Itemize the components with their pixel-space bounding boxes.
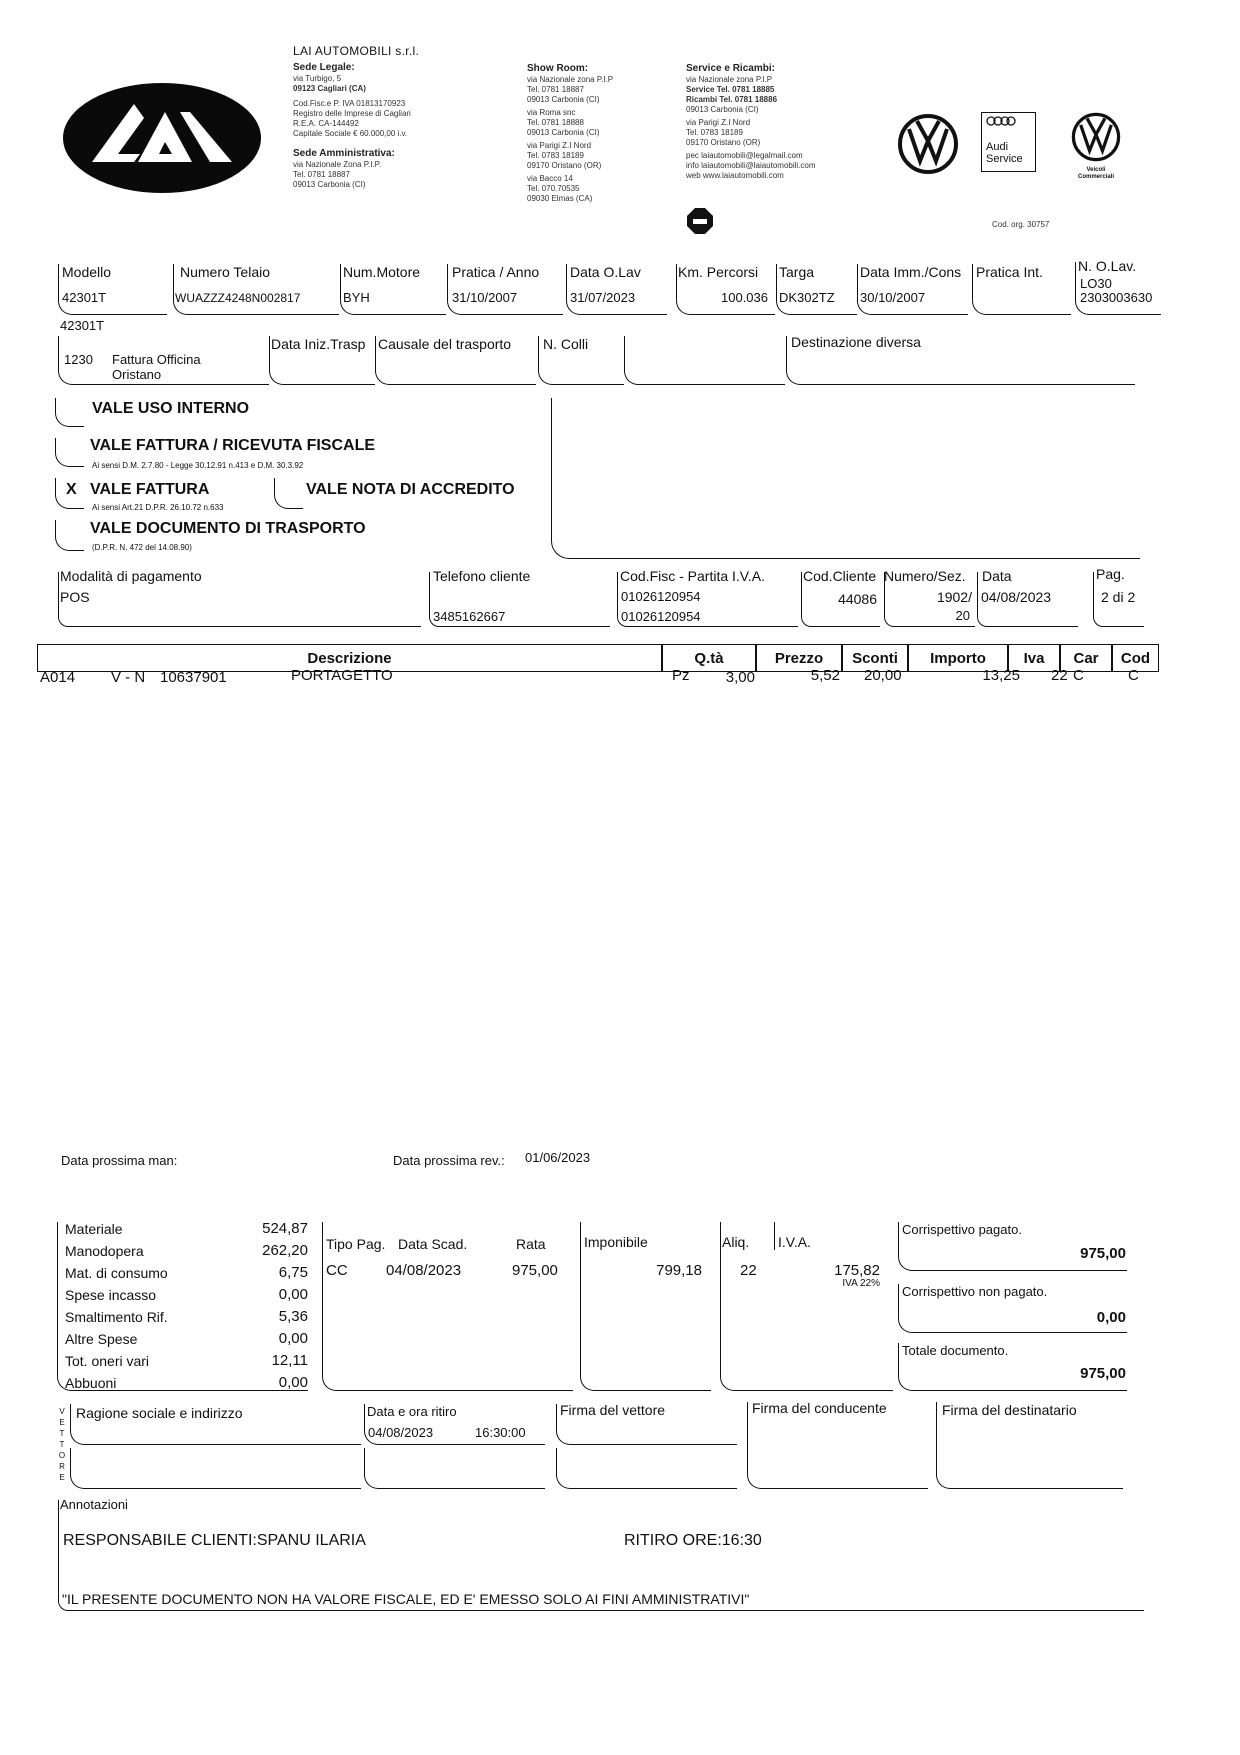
service-info [686,62,866,181]
ragione-box-2 [70,1448,361,1489]
row-um: Pz [672,667,690,684]
modello-label: Modello [62,264,112,280]
vettore-side-label [58,1406,66,1483]
company-info [293,44,473,190]
fattura-note: Ai sensi Art.21 D.P.R. 26.10.72 n.633 [92,503,224,512]
breakdown-value: 0,00 [278,1286,308,1303]
registry-line: Capitale Sociale € 60.000,00 i.v. [293,129,408,138]
showroom-line: via Nazionale zona P.I.P [527,75,614,84]
showroom-line: 09170 Oristano (OR) [527,161,602,170]
modello-repeat: 42301T [60,318,105,333]
registry-line: R.E.A. CA-144492 [293,119,359,128]
row-descrizione: PORTAGETTO [291,667,393,684]
causale-text: Fattura Officina [112,352,201,367]
codcliente-label: Cod.Cliente [803,568,877,584]
col-qta: Q.tà [662,644,756,672]
col-car: Car [1060,644,1112,672]
col-descrizione: Descrizione [37,644,662,672]
col-prezzo: Prezzo [756,644,842,672]
pagamento-value: POS [60,589,90,605]
documento-trasporto-label: VALE DOCUMENTO DI TRASPORTO [90,520,366,537]
side-letter: R [59,1462,65,1471]
data-imm-label: Data Imm./Cons [860,264,962,280]
n-olav-value2: 2303003630 [1080,290,1153,305]
showroom-line: via Bacco 14 [527,174,573,183]
next-rev-value: 01/06/2023 [525,1150,591,1165]
disclaimer-text: "IL PRESENTE DOCUMENTO NON HA VALORE FISCALE, ED E' EMESSO SOLO AI FINI AMMINISTRATIVI" [62,1591,750,1607]
non-pagato-label: Corrispettivo non pagato. [902,1284,1048,1299]
vw-commercial-text: Veicoli Commerciali [1077,167,1114,180]
breakdown-row [65,1262,308,1284]
sede-legale-line: via Turbigo, 5 [293,74,342,83]
showroom-title: Show Room: [527,63,589,74]
causale-trasp-label: Causale del trasporto [378,336,512,352]
breakdown-row [65,1306,308,1328]
modello-value: 42301T [62,290,107,305]
breakdown-row [65,1284,308,1306]
breakdown-value: 0,00 [278,1374,308,1391]
row-code: A014 [40,669,76,686]
breakdown-row [65,1240,308,1262]
service-line: 09170 Oristano (OR) [686,138,761,147]
lai-logo-icon [62,82,262,194]
breakdown-value: 6,75 [278,1264,308,1281]
sezione-value: 20 [955,608,970,623]
codfisc-label: Cod.Fisc - Partita I.V.A. [620,568,765,584]
iva-label: I.V.A. [778,1234,811,1250]
piva-value: 01026120954 [621,609,701,624]
iva-value: 175,82 [834,1262,880,1279]
service-line: via Nazionale zona P.I.P [686,75,773,84]
totale-value: 975,00 [1080,1365,1126,1382]
firma-vettore-label: Firma del vettore [560,1402,666,1418]
showroom-line: 09013 Carbonia (CI) [527,95,600,104]
pratica-int-label: Pratica Int. [976,264,1043,280]
field-blank [624,336,785,385]
registry-line: Registro delle Imprese di Cagliari [293,109,411,118]
row-type: V - N [111,669,146,686]
showroom-line: 09013 Carbonia (CI) [527,128,600,137]
next-rev-label: Data prossima rev.: [393,1153,505,1168]
pag-label: Pag. [1096,566,1125,582]
iva-note: IVA 22% [842,1278,880,1289]
data-scad-label: Data Scad. [398,1236,468,1252]
next-man-label: Data prossima man: [61,1153,178,1168]
documento-trasporto-note: (D.P.R. N. 472 del 14.08.90) [92,543,192,552]
causale-code: 1230 [64,352,93,367]
non-pagato-value: 0,00 [1096,1309,1126,1326]
sede-amm-line: via Nazionale Zona P.I.P. [293,160,382,169]
responsabile-text: RESPONSABILE CLIENTI:SPANU ILARIA [63,1532,366,1549]
company-name: LAI AUTOMOBILI s.r.l. [293,44,420,58]
pratica-label: Pratica / Anno [452,264,540,280]
showroom-line: Tel. 070.70535 [527,184,580,193]
breakdown-value: 262,20 [262,1242,308,1259]
firma-vettore-box-2 [556,1448,737,1489]
row-ref: 10637901 [160,669,227,686]
row-cod: C [1128,667,1139,684]
targa-value: DK302TZ [779,290,835,305]
data-ritiro-value: 04/08/2023 [368,1425,434,1440]
pag-value: 2 di 2 [1101,589,1136,605]
row-importo: 13,25 [982,667,1020,684]
service-web: web www.laiautomobili.com [686,171,784,180]
showroom-line: Tel. 0783 18189 [527,151,584,160]
numero-label: Numero/Sez. [884,568,966,584]
data-iniz-label: Data Iniz.Trasp [271,336,366,352]
n-olav-label: N. O.Lav. [1078,258,1137,274]
breakdown-value: 5,36 [278,1308,308,1325]
row-sconti: 20,00 [864,667,902,684]
aliq-label: Aliq. [722,1234,750,1250]
imponibile-value: 799,18 [656,1262,702,1279]
aliq-value: 22 [740,1262,757,1279]
breakdown-label: Abbuoni [65,1375,117,1391]
pagato-label: Corrispettivo pagato. [902,1222,1022,1237]
showroom-line: via Parigi Z.I Nord [527,141,592,150]
tipo-pag-value: CC [326,1262,348,1279]
n-colli-label: N. Colli [543,336,589,352]
data-imm-value: 30/10/2007 [860,290,926,305]
vw-commercial-icon [1071,112,1121,162]
vw-commercial-logo [1068,112,1124,181]
table-row [0,666,1240,690]
row-iva: 22 [1051,667,1068,684]
firma-destinatario-label: Firma del destinatario [942,1402,1077,1418]
codfisc-value: 01026120954 [621,589,701,604]
telaio-value: WUAZZZ4248N002817 [175,291,301,305]
breakdown-label: Spese incasso [65,1287,157,1303]
pagamento-label: Modalità di pagamento [60,568,202,584]
fattura-ricevuta-label: VALE FATTURA / RICEVUTA FISCALE [90,437,376,454]
imponibile-label: Imponibile [584,1234,648,1250]
telefono-value: 3485162667 [433,609,506,624]
telaio-label: Numero Telaio [180,264,271,280]
showroom-line: Tel. 0781 18888 [527,118,584,127]
customer-address-box [551,398,1140,559]
fattura-label: VALE FATTURA [90,481,210,498]
audi-service-text: Audi Service [986,141,1023,165]
sede-legale-line: 09123 Cagliari (CA) [293,84,366,93]
side-letter: O [58,1451,66,1460]
firma-conducente-label: Firma del conducente [752,1400,887,1416]
ritiro-text: RITIRO ORE:16:30 [624,1532,762,1549]
sede-legale-title: Sede Legale: [293,62,355,73]
checkbox-documento-trasporto[interactable] [55,520,84,551]
km-label: Km. Percorsi [678,264,759,280]
iva-divider [774,1222,775,1250]
pratica-value: 31/10/2007 [452,290,518,305]
breakdown-value: 524,87 [262,1220,308,1237]
ora-ritiro-value: 16:30:00 [475,1425,526,1440]
side-letter: V [59,1407,65,1416]
targa-label: Targa [779,264,815,280]
uso-interno-label: VALE USO INTERNO [92,400,250,417]
service-line: Tel. 0783 18189 [686,128,743,137]
tipo-pag-label: Tipo Pag. [326,1236,386,1252]
data-value: 04/08/2023 [981,589,1052,605]
nota-accredito-label: VALE NOTA DI ACCREDITO [306,481,515,498]
row-prezzo: 5,52 [810,667,840,684]
telefono-label: Telefono cliente [433,568,531,584]
breakdown-label: Altre Spese [65,1331,138,1347]
sede-amm-line: 09013 Carbonia (CI) [293,180,366,189]
service-line: Service Tel. 0781 18885 [686,85,775,94]
row-car: C [1073,667,1084,684]
breakdown-value: 0,00 [278,1330,308,1347]
sede-amm-line: Tel. 0781 18887 [293,170,350,179]
checkbox-nota-accredito[interactable] [274,478,303,509]
rata-label: Rata [516,1236,546,1252]
breakdown-row [65,1218,308,1240]
motore-value: BYH [343,290,370,305]
col-cod: Cod [1112,644,1159,672]
rata-value: 975,00 [512,1262,558,1279]
col-sconti: Sconti [842,644,908,672]
codcliente-value: 44086 [838,591,877,607]
service-line: via Parigi Z.I Nord [686,118,751,127]
fattura-ricevuta-note: Ai sensi D.M. 2.7.80 - Legge 30.12.91 n.413 e D.M. 30.3.92 [92,461,304,470]
side-letter: T [59,1429,65,1438]
totale-label: Totale documento. [902,1343,1009,1358]
side-letter: T [59,1440,65,1449]
breakdown-label: Mat. di consumo [65,1265,168,1281]
service-email: info laiautomobili@laiautomobili.com [686,161,816,170]
audi-rings-icon [986,116,1016,126]
row-qta: 3,00 [725,669,755,686]
pagato-value: 975,00 [1080,1245,1126,1262]
breakdown-label: Materiale [65,1221,123,1237]
causale-text2: Oristano [112,367,162,382]
breakdown-row [65,1350,308,1372]
audi-service-logo [981,112,1036,172]
tuv-certification-icon [687,208,713,234]
breakdown-row [65,1328,308,1350]
showroom-line: 09030 Elmas (CA) [527,194,593,203]
ragione-label: Ragione sociale e indirizzo [76,1405,243,1421]
data-ritiro-label: Data e ora ritiro [367,1404,457,1419]
cod-org: Cod. org. 30757 [992,220,1050,229]
company-logo [62,82,262,194]
showroom-info [527,62,657,204]
showroom-line: Tel. 0781 18887 [527,85,584,94]
vw-logo-icon [897,113,959,175]
col-importo: Importo [908,644,1008,672]
data-ritiro-box-2 [364,1448,545,1489]
numero-value: 1902/ [936,589,972,605]
col-iva: Iva [1008,644,1060,672]
fattura-checkmark: X [66,481,77,498]
sede-amm-title: Sede Amministrativa: [293,148,395,159]
service-line: Ricambi Tel. 0781 18886 [686,95,778,104]
breakdown-label: Smaltimento Rif. [65,1309,168,1325]
km-value: 100.036 [721,290,768,305]
service-title: Service e Ricambi: [686,63,775,74]
data-scad-value: 04/08/2023 [386,1262,462,1279]
breakdown-value: 12,11 [271,1352,308,1369]
checkbox-fattura-ricevuta[interactable] [55,438,84,467]
registry-line: Cod.Fisc.e P. IVA 01813170923 [293,99,406,108]
side-letter: E [59,1473,65,1482]
side-letter: E [59,1418,65,1427]
service-pec: pec laiautomobili@legalmail.com [686,151,803,160]
destinazione-label: Destinazione diversa [791,334,921,350]
motore-label: Num.Motore [343,264,421,280]
data-label: Data [982,568,1012,584]
data-olav-label: Data O.Lav [570,264,641,280]
breakdown-label: Manodopera [65,1243,144,1259]
annotazioni-label: Annotazioni [60,1497,128,1512]
data-olav-value: 31/07/2023 [570,290,636,305]
checkbox-uso-interno[interactable] [55,398,84,427]
n-olav-value: LO30 [1080,276,1112,291]
breakdown-label: Tot. oneri vari [65,1353,150,1369]
service-line: 09013 Carbonia (CI) [686,105,759,114]
breakdown-row [65,1372,308,1394]
totals-breakdown [65,1218,308,1394]
showroom-line: via Roma snc [527,108,576,117]
